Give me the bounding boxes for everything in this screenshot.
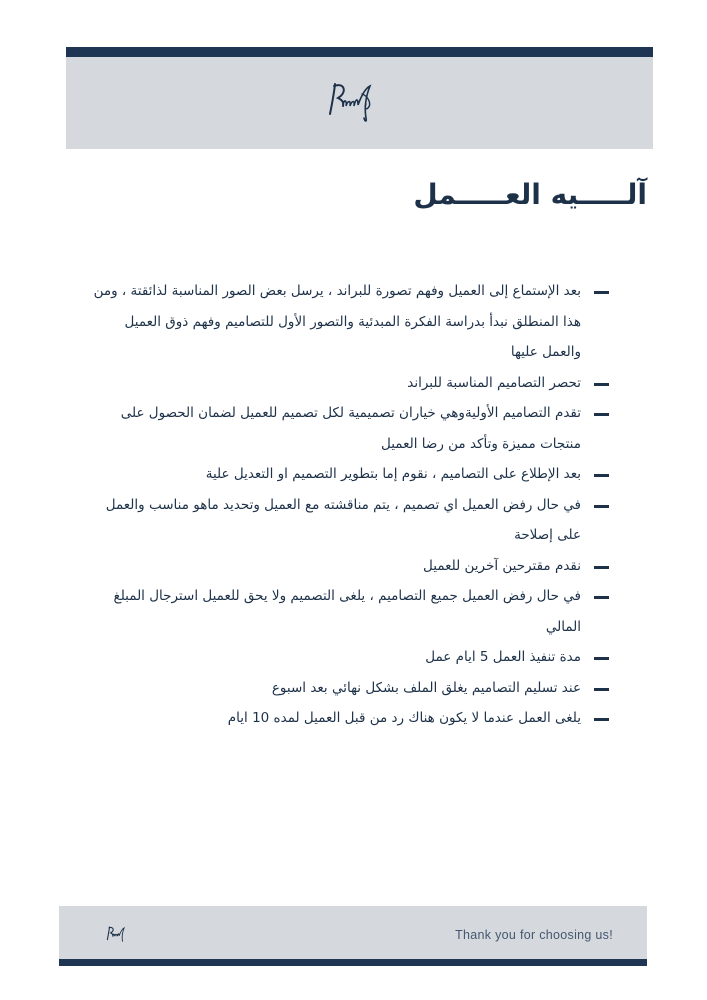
step-text: في حال رفض العميل جميع التصاميم ، يلغى التصميم ولا يحق للعميل استرجال المبلغ المالي: [113, 588, 581, 635]
list-item: [90, 276, 609, 368]
step-text: مدة تنفيذ العمل 5 ايام عمل: [425, 649, 581, 665]
list-item: [90, 398, 609, 459]
dash-bullet-icon: [594, 474, 609, 477]
step-text: يلغى العمل عندما لا يكون هناك رد من قبل العميل لمده 10 ايام: [227, 710, 581, 726]
dash-bullet-icon: [594, 413, 609, 416]
dash-bullet-icon: [594, 596, 609, 599]
dash-bullet-icon: [594, 688, 609, 691]
list-item: [90, 551, 609, 582]
list-item: [90, 490, 609, 551]
dash-bullet-icon: [594, 718, 609, 721]
list-item: [90, 673, 609, 704]
dash-bullet-icon: [594, 657, 609, 660]
list-item: [90, 642, 609, 673]
step-text: عند تسليم التصاميم يغلق الملف بشكل نهائي بعد اسبوع: [271, 679, 581, 696]
list-item: [90, 581, 609, 642]
step-text: نقدم مقترحين آخرين للعميل: [423, 557, 581, 574]
step-text: بعد الإطلاع على التصاميم ، نقوم إما بتطوير التصميم او التعديل علية: [205, 466, 581, 482]
page-title: آلـــــيه العـــــمل: [413, 178, 647, 211]
step-text: تقدم التصاميم الأوليةوهي خياران تصميمية لكل تصميم للعميل لضمان الحصول على منتجات مميزة وتأكد من رضا العميل: [120, 405, 581, 452]
list-item: [90, 703, 609, 734]
footer-bottom-bar: [59, 959, 647, 966]
dash-bullet-icon: [594, 505, 609, 508]
dash-bullet-icon: [594, 383, 609, 386]
dash-bullet-icon: [594, 291, 609, 294]
step-text: بعد الإستماع إلى العميل وفهم تصورة للبراند ، يرسل بعض الصور المناسبة لذائقتة ، ومن هذا المنطلق نبدأ بدراسة الفكرة المبدئية والتصور الأول للتصاميم وفهم ذوق العميل والعمل عليها: [93, 283, 581, 360]
signature-logo-icon: [322, 78, 384, 128]
list-item: [90, 368, 609, 399]
process-steps-list: [90, 276, 609, 734]
step-text: في حال رفض العميل اي تصميم ، يتم مناقشته مع العميل وتحديد ماهو مناسب والعمل على إصلاحة: [105, 496, 581, 543]
list-item: [90, 459, 609, 490]
header-top-bar: [66, 47, 653, 57]
signature-logo-icon: [104, 923, 130, 947]
footer-thanks-text: Thank you for choosing us!: [455, 928, 613, 942]
dash-bullet-icon: [594, 566, 609, 569]
step-text: تحصر التصاميم المناسبة للبراند: [407, 374, 581, 391]
